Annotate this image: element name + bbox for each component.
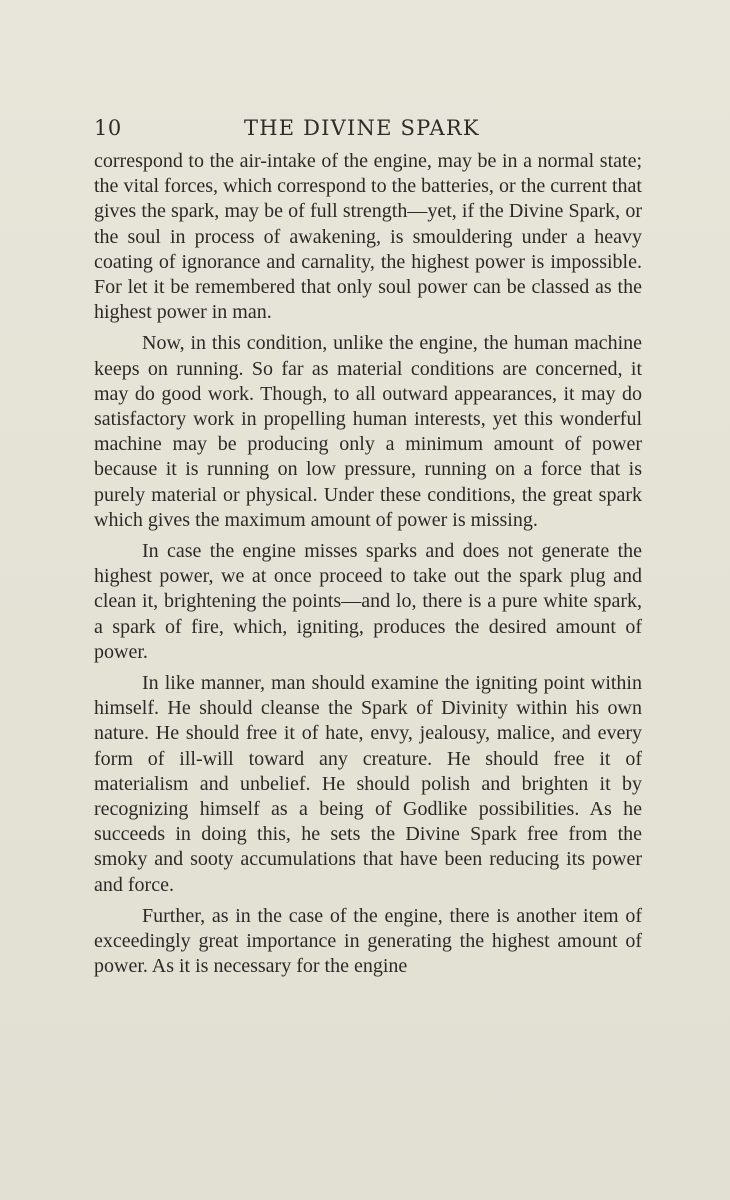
page-number: 10: [94, 116, 122, 140]
page-header: [94, 112, 642, 152]
paragraph-2: Now, in this condition, unlike the engine, the human machine keeps on running. So far as material conditions are concerned, it may do good work. Though, to all outward appearances, it may do satisfactory work in propelling human interests, yet this wonderful machine may be producing only a minimum amount of power because it is running on low pressure, running on a force that is purely material or physical. Under these conditions, the great spark which gives the maximum amount of power is missing.: [94, 332, 642, 531]
running-title: THE DIVINE SPARK: [244, 116, 480, 140]
paragraph-3: In case the engine misses sparks and does not generate the highest power, we at once proceed to take out the spark plug and clean it, brightening the points—and lo, there is a pure white spark, a spark of fire, which, igniting, produces the desired amount of power.: [94, 540, 642, 663]
paragraph-5: Further, as in the case of the engine, there is another item of exceedingly great importance in generating the highest amount of power. As it is necessary for the engine: [94, 904, 642, 978]
body-text: [94, 149, 642, 986]
paragraph-4: In like manner, man should examine the igniting point within himself. He should cleanse the Spark of Divinity within his own nature. He should free it of hate, envy, jealousy, malice, and every form of ill-will toward any creature. He should free it of materialism and unbelief. He should polish and brighten it by recognizing himself as a being of Godlike possibilities. As he succeeds in doing this, he sets the Divine Spark free from the smoky and sooty accumulations that have been reducing its power and force.: [94, 672, 642, 896]
paragraph-1: correspond to the air-intake of the engine, may be in a normal state; the vital forces, which correspond to the batteries, or the current that gives the spark, may be of full strength—yet, if the Divine Spark, or the soul in process of awakening, is smouldering under a heavy coating of ignorance and carnality, the highest power is impossible. For let it be remembered that only soul power can be classed as the highest power in man.: [94, 150, 642, 324]
